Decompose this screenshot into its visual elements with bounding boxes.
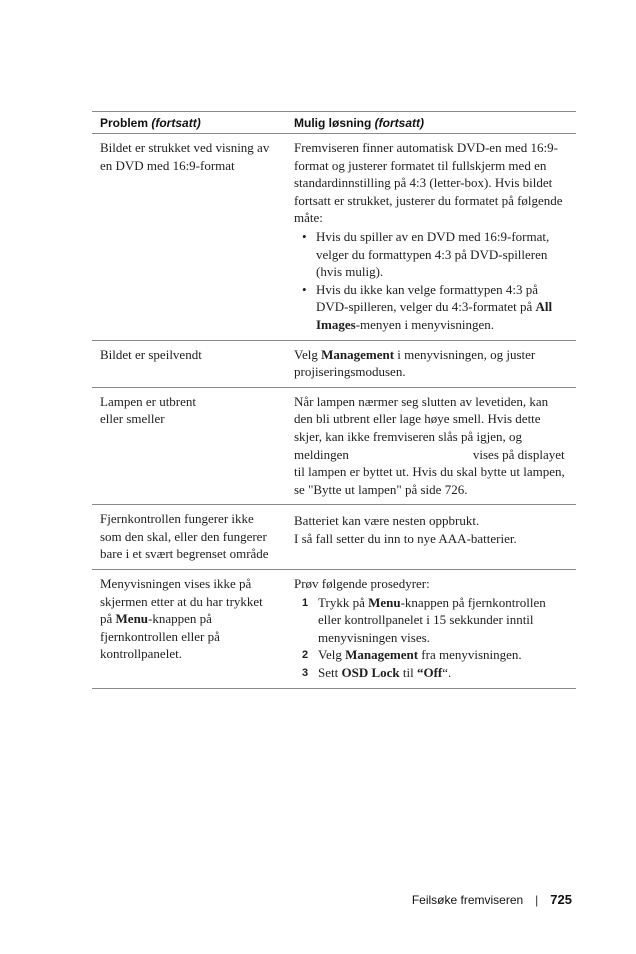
table-row <box>92 505 576 570</box>
solution-cell: Prøv følgende prosedyrer: 1 Trykk på Menu-knappen på fjernkontrollen eller kontrollpanelet i 15 sekkunder inntil menyvisningen vises. 2 Velg Management fra menyvisningen. 3 Sett OSD Lock til “Off“. <box>284 570 576 689</box>
page-content <box>92 111 576 689</box>
table-row <box>92 570 576 689</box>
solution-cell: Velg Management i menyvisningen, og juster projiseringsmodusen. <box>284 340 576 387</box>
problem-cell: Bildet er strukket ved visning av en DVD med 16:9-format <box>92 134 284 341</box>
list-item: 2 Velg Management fra menyvisningen. <box>302 647 522 663</box>
table-row <box>92 340 576 387</box>
table-row <box>92 387 576 505</box>
solution-cell: Fremviseren finner automatisk DVD-en med 16:9-format og justerer formatet til fullskjerm med en standardinnstilling på 4:3 (letter-box). Hvis bildet fortsatt er strukket, justerer du formatet på følgende måte: • Hvis du spiller av en DVD med 16:9-format, velger du formattypen 4:3 på DVD-spilleren (hvis mulig). • Hvis du ikke kan velge formattypen 4:3 på DVD-spilleren, velger du 4:3-formatet på All Images-menyen i menyvisningen. <box>284 134 576 341</box>
page-footer <box>0 892 572 907</box>
header-solution: Mulig løsning (fortsatt) <box>284 112 576 134</box>
table-row <box>92 134 576 341</box>
troubleshooting-table <box>92 111 576 689</box>
page-number: 725 <box>550 892 572 907</box>
problem-cell: Menyvisningen vises ikke på skjermen etter at du har trykket på Menu-knappen på fjernkontrollen eller på kontrollpanelet. <box>92 570 284 689</box>
list-item: 1 Trykk på Menu-knappen på fjernkontrollen eller kontrollpanelet i 15 sekkunder inntil menyvisningen vises. <box>302 594 546 645</box>
problem-cell: Fjernkontrollen fungerer ikke som den skal, eller den fungerer bare i et svært begrenset område <box>92 505 284 570</box>
solution-cell: Når lampen nærmer seg slutten av levetiden, kan den bli utbrent eller lage høye smell. Hvis dette skjer, kan ikke fremviseren slås på igjen, og meldingen vises på displayet til lampen er byttet ut. Hvis du skal bytte ut lampen, se "Bytte ut lampen" på side 726. <box>284 387 576 505</box>
problem-cell: Lampen er utbrent eller smeller <box>92 387 284 505</box>
bullet-list <box>294 228 570 334</box>
list-item: 3 Sett OSD Lock til “Off“. <box>302 665 452 681</box>
footer-separator: | <box>535 893 539 907</box>
table-header-row <box>92 112 576 134</box>
step-list <box>294 594 570 682</box>
footer-section-title: Feilsøke fremviseren <box>411 893 524 907</box>
list-item: • Hvis du spiller av en DVD med 16:9-format, velger du formattypen 4:3 på DVD-spilleren (hvis mulig). <box>298 228 570 281</box>
solution-cell: Batteriet kan være nesten oppbrukt. I så fall setter du inn to nye AAA-batterier. <box>284 505 576 570</box>
header-problem: Problem (fortsatt) <box>92 112 284 134</box>
list-item: • Hvis du ikke kan velge formattypen 4:3 på DVD-spilleren, velger du 4:3-formatet på All Images-menyen i menyvisningen. <box>298 281 570 334</box>
problem-cell: Bildet er speilvendt <box>92 340 284 387</box>
